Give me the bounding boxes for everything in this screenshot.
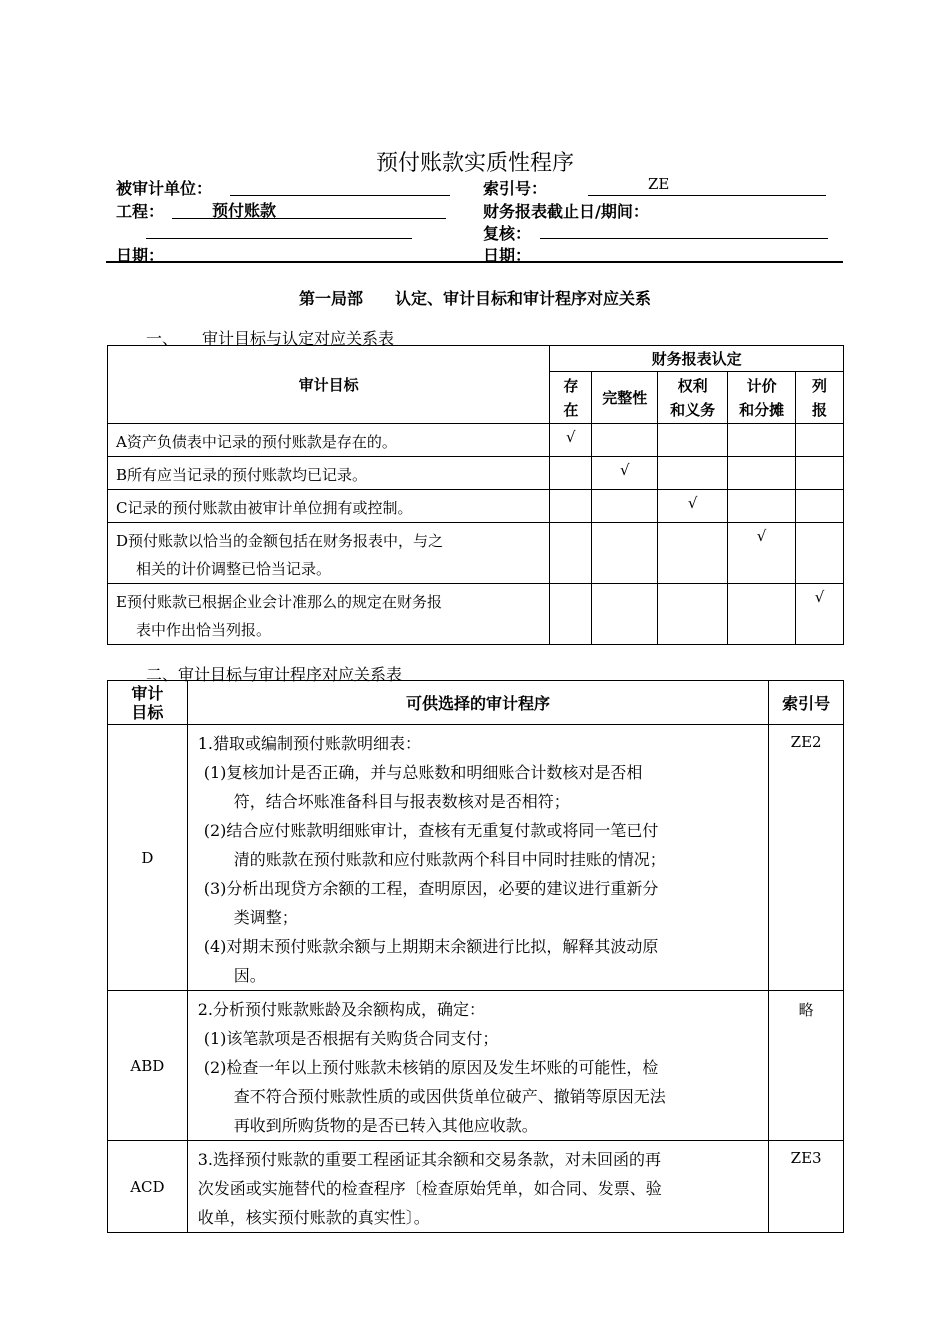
assertion-col-3 — [728, 372, 796, 424]
procedure-line: 1.猎取或编制预付账款明细表： — [197, 734, 422, 753]
audit-goal-text: C记录的预付账款由被审计单位拥有或控制。 — [116, 499, 413, 517]
assertion-check-cell — [550, 457, 592, 490]
assertion-check-cell — [658, 584, 728, 645]
procedure-text-cell — [187, 991, 768, 1141]
check-mark: √ — [619, 461, 630, 479]
assertion-check-cell — [658, 490, 728, 523]
check-mark: √ — [566, 428, 576, 446]
assertion-col-label: 列 — [812, 376, 828, 395]
assertion-check-cell — [728, 490, 796, 523]
table-row — [108, 424, 844, 457]
procedure-line: (2)检查一年以上预付账款未核销的原因及发生坏账的可能性，检 — [203, 1058, 659, 1077]
assertion-col-label: 存 — [563, 376, 579, 395]
table-row — [108, 991, 844, 1141]
audit-goal-text-cont: 表中作出恰当列报。 — [136, 621, 272, 639]
procedure-line: 清的账款在预付账款和应付账款两个科目中同时挂账的情况； — [233, 850, 666, 869]
preparer-field[interactable] — [146, 218, 412, 239]
assertion-check-cell — [728, 584, 796, 645]
table-row — [108, 490, 844, 523]
procedure-line: 2.分析预付账款账龄及余额构成，确定： — [197, 1000, 486, 1019]
goal-header: 审计目标 — [108, 346, 550, 424]
assertion-check-cell — [658, 424, 728, 457]
project-label: 工程： — [116, 202, 165, 221]
audit-goal-cell — [108, 490, 550, 523]
audit-goal-text: B所有应当记录的预付账款均已记录。 — [116, 466, 368, 484]
audited-unit-field[interactable] — [230, 175, 450, 196]
section1-title: 一、 审计目标与认定对应关系表 — [146, 329, 395, 348]
assertion-check-cell — [550, 424, 592, 457]
assertion-check-cell — [728, 523, 796, 584]
procedure-table — [107, 680, 844, 1233]
procedure-line: 查不符合预付账款性质的或因供货单位破产、撤销等原因无法 — [233, 1087, 666, 1106]
assertion-check-cell — [796, 490, 844, 523]
procedure-index: ZE3 — [769, 1141, 844, 1233]
assertion-check-cell — [550, 523, 592, 584]
procedure-text-cell — [187, 725, 768, 991]
index-field[interactable] — [588, 175, 826, 196]
table-row — [108, 523, 844, 584]
assertion-check-cell — [550, 490, 592, 523]
index-value: ZE — [648, 175, 670, 193]
audited-unit-label: 被审计单位： — [116, 179, 213, 198]
assertion-check-cell — [658, 523, 728, 584]
procedure-line: 符，结合坏账准备科目与报表数核对是否相符； — [233, 792, 570, 811]
procedure-text-cell — [187, 1141, 768, 1233]
procedure-line: (1)该笔款项是否根据有关购货合同支付； — [203, 1029, 499, 1048]
goal-header-line2: 目标 — [131, 702, 164, 722]
assertion-table — [107, 345, 844, 645]
check-mark: √ — [687, 494, 698, 512]
header-bottom-rule — [106, 261, 843, 263]
assertion-check-cell — [592, 424, 658, 457]
audit-goal-cell — [108, 424, 550, 457]
assertion-check-cell — [550, 584, 592, 645]
audit-goal-text: E预付账款已根据企业会计准那么的规定在财务报 — [116, 593, 442, 611]
procedure-line: 次发函或实施替代的检查程序〔检查原始凭单，如合同、发票、验 — [197, 1179, 662, 1198]
procedure-line: (1)复核加计是否正确，并与总账数和明细账合计数核对是否相 — [203, 763, 643, 782]
assertion-header: 财务报表认定 — [550, 346, 844, 372]
procedure-header: 可供选择的审计程序 — [187, 681, 768, 725]
audit-goal-cell — [108, 584, 550, 645]
procedure-index: 略 — [769, 991, 844, 1141]
assertion-check-cell — [592, 584, 658, 645]
procedure-line: (4)对期末预付账款余额与上期期末余额进行比拟，解释其波动原 — [203, 937, 659, 956]
review-field[interactable] — [540, 218, 828, 239]
procedure-goal-code: D — [108, 725, 188, 991]
audit-goal-text-cont: 相关的计价调整已恰当记录。 — [136, 560, 332, 578]
procedure-line: 3.选择预付账款的重要工程函证其余额和交易条款，对未回函的再 — [197, 1150, 662, 1169]
procedure-line: 再收到所购货物的是否已转入其他应收款。 — [233, 1116, 538, 1135]
review-label: 复核： — [483, 224, 532, 243]
procedure-goal-header — [108, 681, 188, 725]
index-header: 索引号 — [769, 681, 844, 725]
date-label: 日期： — [116, 246, 165, 265]
assertion-col-2 — [658, 372, 728, 424]
assertion-col-label: 和分摊 — [739, 400, 785, 419]
audit-goal-text: D预付账款以恰当的金额包括在财务报表中，与之 — [116, 532, 444, 550]
audit-goal-cell — [108, 457, 550, 490]
assertion-check-cell — [592, 457, 658, 490]
assertion-col-label: 计价 — [746, 376, 777, 395]
procedure-goal-code: ACD — [108, 1141, 188, 1233]
assertion-col-label: 和义务 — [670, 400, 716, 419]
assertion-check-cell — [728, 424, 796, 457]
procedure-line: (2)结合应付账款明细账审计，查核有无重复付款或将同一笔已付 — [203, 821, 659, 840]
procedure-index: ZE2 — [769, 725, 844, 991]
review-date-label: 日期： — [483, 246, 532, 265]
project-value: 预付账款 — [212, 201, 277, 220]
assertion-check-cell — [658, 457, 728, 490]
audit-goal-cell — [108, 523, 550, 584]
assertion-col-label: 在 — [563, 400, 579, 419]
procedure-goal-code: ABD — [108, 991, 188, 1141]
part1-title: 第一局部 认定、审计目标和审计程序对应关系 — [298, 289, 651, 308]
procedure-line: 因。 — [233, 966, 266, 985]
table-row — [108, 457, 844, 490]
section2-title: 二、审计目标与审计程序对应关系表 — [146, 665, 403, 684]
assertion-check-cell — [796, 584, 844, 645]
project-field[interactable] — [172, 198, 446, 219]
assertion-check-cell — [728, 457, 796, 490]
check-mark: √ — [814, 588, 825, 606]
assertion-col-label: 完整性 — [602, 388, 648, 407]
period-label: 财务报表截止日/期间： — [483, 202, 649, 221]
assertion-check-cell — [592, 490, 658, 523]
table-row — [108, 1141, 844, 1233]
check-mark: √ — [756, 527, 767, 545]
assertion-check-cell — [796, 424, 844, 457]
index-label: 索引号： — [483, 179, 548, 198]
assertion-check-cell — [796, 457, 844, 490]
table-row — [108, 584, 844, 645]
audit-goal-text: A资产负债表中记录的预付账款是存在的。 — [116, 433, 397, 451]
procedure-line: 类调整； — [233, 908, 298, 927]
assertion-col-4 — [796, 372, 844, 424]
assertion-check-cell — [796, 523, 844, 584]
procedure-line: 收单，核实预付账款的真实性〕。 — [197, 1208, 430, 1227]
procedure-line: (3)分析出现贷方余额的工程，查明原因，必要的建议进行重新分 — [203, 879, 659, 898]
document-title: 预付账款实质性程序 — [375, 151, 574, 176]
goal-header-line1: 审计 — [131, 683, 164, 703]
assertion-col-1 — [592, 372, 658, 424]
assertion-check-cell — [592, 523, 658, 584]
assertion-col-0 — [550, 372, 592, 424]
assertion-col-label: 报 — [812, 400, 828, 419]
table-row — [108, 725, 844, 991]
assertion-col-label: 权利 — [677, 376, 708, 395]
